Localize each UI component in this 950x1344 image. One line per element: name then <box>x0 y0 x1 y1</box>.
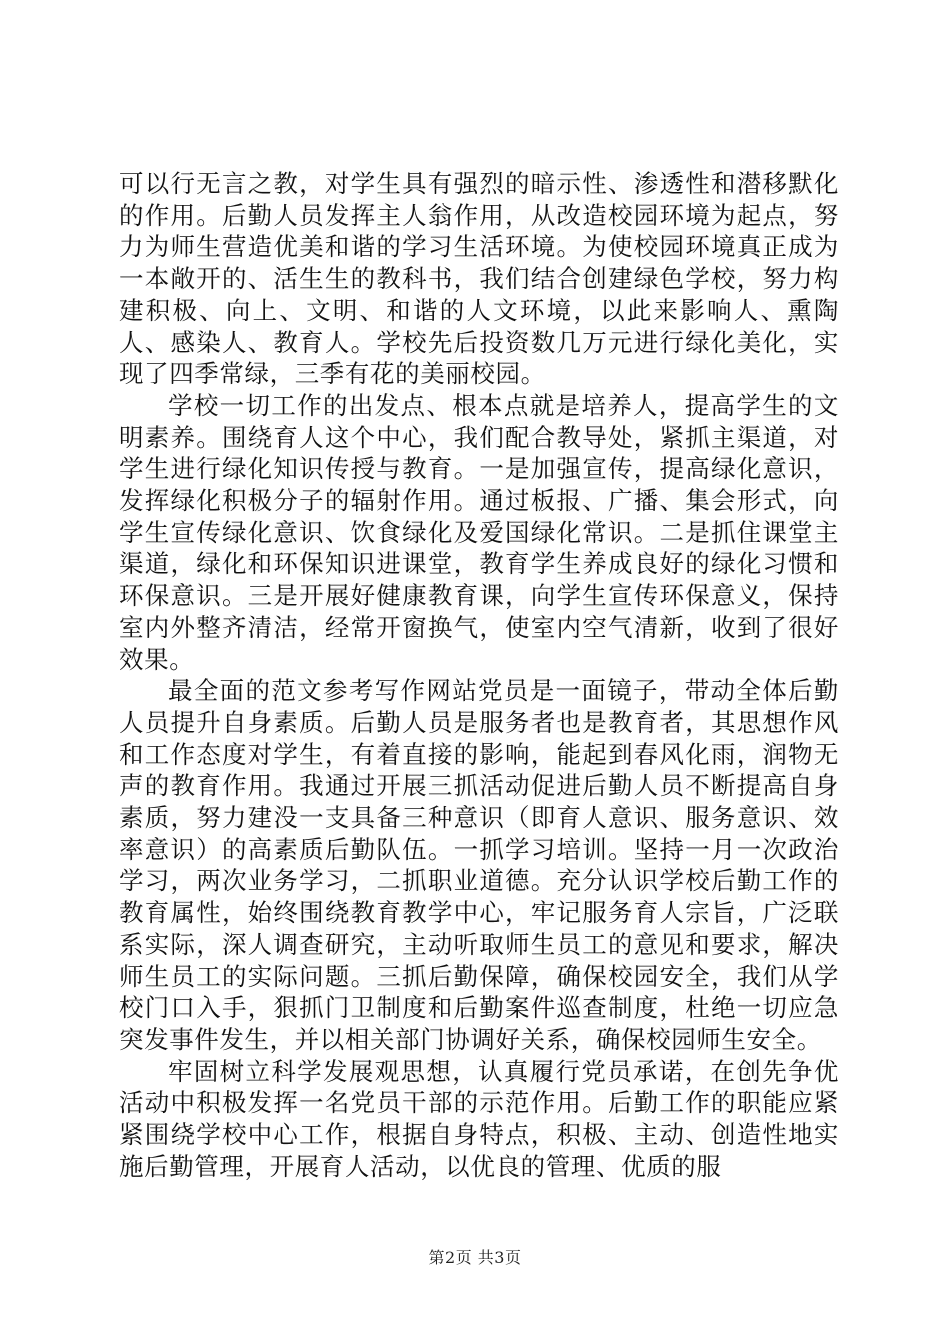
body-text <box>119 168 839 1183</box>
paragraph-3: 最全面的范文参考写作网站党员是一面镜子，带动全体后勤人员提升自身素质。后勤人员是服务者也是教育者，其思想作风和工作态度对学生，有着直接的影响，能起到春风化雨，润物无声的教育作用。我通过开展三抓活动促进后勤人员不断提高自身素质，努力建没一支具备三种意识（即育人意识、服务意识、效率意识）的高素质后勤队伍。一抓学习培训。坚持一月一次政治学习，两次业务学习，二抓职业道德。充分认识学校后勤工作的教育属性，始终围绕教育教学中心，牢记服务育人宗旨，广泛联系实际，深人调查研究，主动听取师生员工的意见和要求，解决师生员工的实际问题。三抓后勤保障，确保校园安全，我们从学校门口入手，狠抓门卫制度和后勤案件巡查制度，杜绝一切应急突发事件发生，并以相关部门协调好关系，确保校园师生安全。 <box>119 676 839 1054</box>
paragraph-1: 可以行无言之教，对学生具有强烈的暗示性、渗透性和潜移默化的作用。后勤人员发挥主人翁作用，从改造校园环境为起点，努力为师生营造优美和谐的学习生活环境。为使校园环境真正成为一本敞开的、活生生的教科书，我们结合创建绿色学校，努力构建积极、向上、文明、和谐的人文环境，以此来影响人、熏陶人、感染人、教育人。学校先后投资数几万元进行绿化美化，实现了四季常绿，三季有花的美丽校园。 <box>119 169 839 389</box>
paragraph-4: 牢固树立科学发展观思想，认真履行党员承诺，在创先争优活动中积极发挥一名党员干部的示范作用。后勤工作的职能应紧紧围绕学校中心工作，根据自身特点，积极、主动、创造性地实施后勤管理，开展育人活动，以优良的管理、优质的服 <box>119 1056 839 1181</box>
page-footer: 第2页 共3页 <box>428 1248 522 1267</box>
paragraph-2: 学校一切工作的出发点、根本点就是培养人，提高学生的文明素养。围绕育人这个中心，我们配合教导处，紧抓主渠道，对学生进行绿化知识传授与教育。一是加强宣传，提高绿化意识，发挥绿化积极分子的辐射作用。通过板报、广播、集会形式，向学生宣传绿化意识、饮食绿化及爱国绿化常识。二是抓住课堂主渠道，绿化和环保知识进课堂，教育学生养成良好的绿化习惯和环保意识。三是开展好健康教育课，向学生宣传环保意义，保持室内外整齐清洁，经常开窗换气，使室内空气清新，收到了很好效果。 <box>119 390 839 674</box>
